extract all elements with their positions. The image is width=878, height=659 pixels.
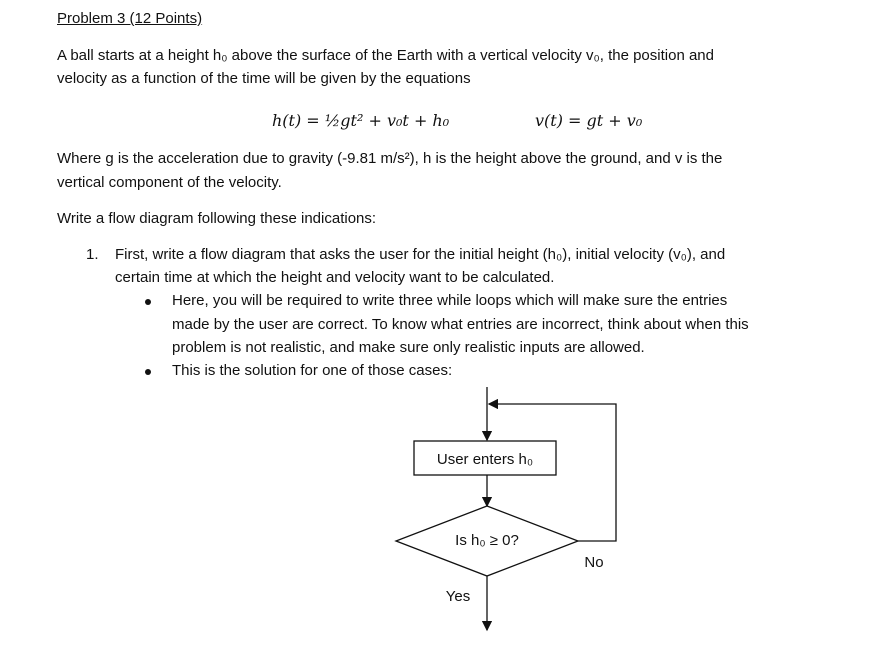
yes-label: Yes: [445, 588, 471, 605]
velocity-equation: v(t) = gt + v₀: [535, 111, 643, 130]
definitions-line-1: Where g is the acceleration due to gravity (-9.81 m/s²), h is the height above the ground, and v is the: [57, 150, 723, 167]
input-box-label: User enters h₀: [436, 451, 534, 468]
intro-line-2: velocity as a function of the time will be given by the equations: [57, 70, 471, 87]
task-line-1: First, write a flow diagram that asks the user for the initial height (h₀), initial velocity (v₀), and: [115, 246, 726, 263]
decision-label: Is h₀ ≥ 0?: [455, 532, 519, 549]
intro-line-1: A ball starts at a height h₀ above the surface of the Earth with a vertical velocity v₀, the position and: [57, 47, 714, 64]
bullet-1-line-2: made by the user are correct. To know what entries are incorrect, think about when this: [172, 316, 749, 333]
definitions-line-2: vertical component of the velocity.: [57, 174, 282, 191]
bullet-1-line-1: Here, you will be required to write three while loops which will make sure the entries: [172, 292, 728, 309]
task-line-2: certain time at which the height and velocity want to be calculated.: [115, 269, 555, 286]
bullet-1-line-3: problem is not realistic, and make sure only realistic inputs are allowed.: [172, 339, 645, 356]
no-label: No: [584, 554, 604, 571]
instruction-text: Write a flow diagram following these indications:: [57, 210, 377, 227]
bullet-2-line-1: This is the solution for one of those cases:: [172, 362, 453, 379]
position-equation: h(t) = ½gt² + v₀t + h₀: [272, 111, 450, 130]
problem-title: Problem 3 (12 Points): [57, 10, 203, 27]
task-number: 1.: [86, 246, 99, 263]
